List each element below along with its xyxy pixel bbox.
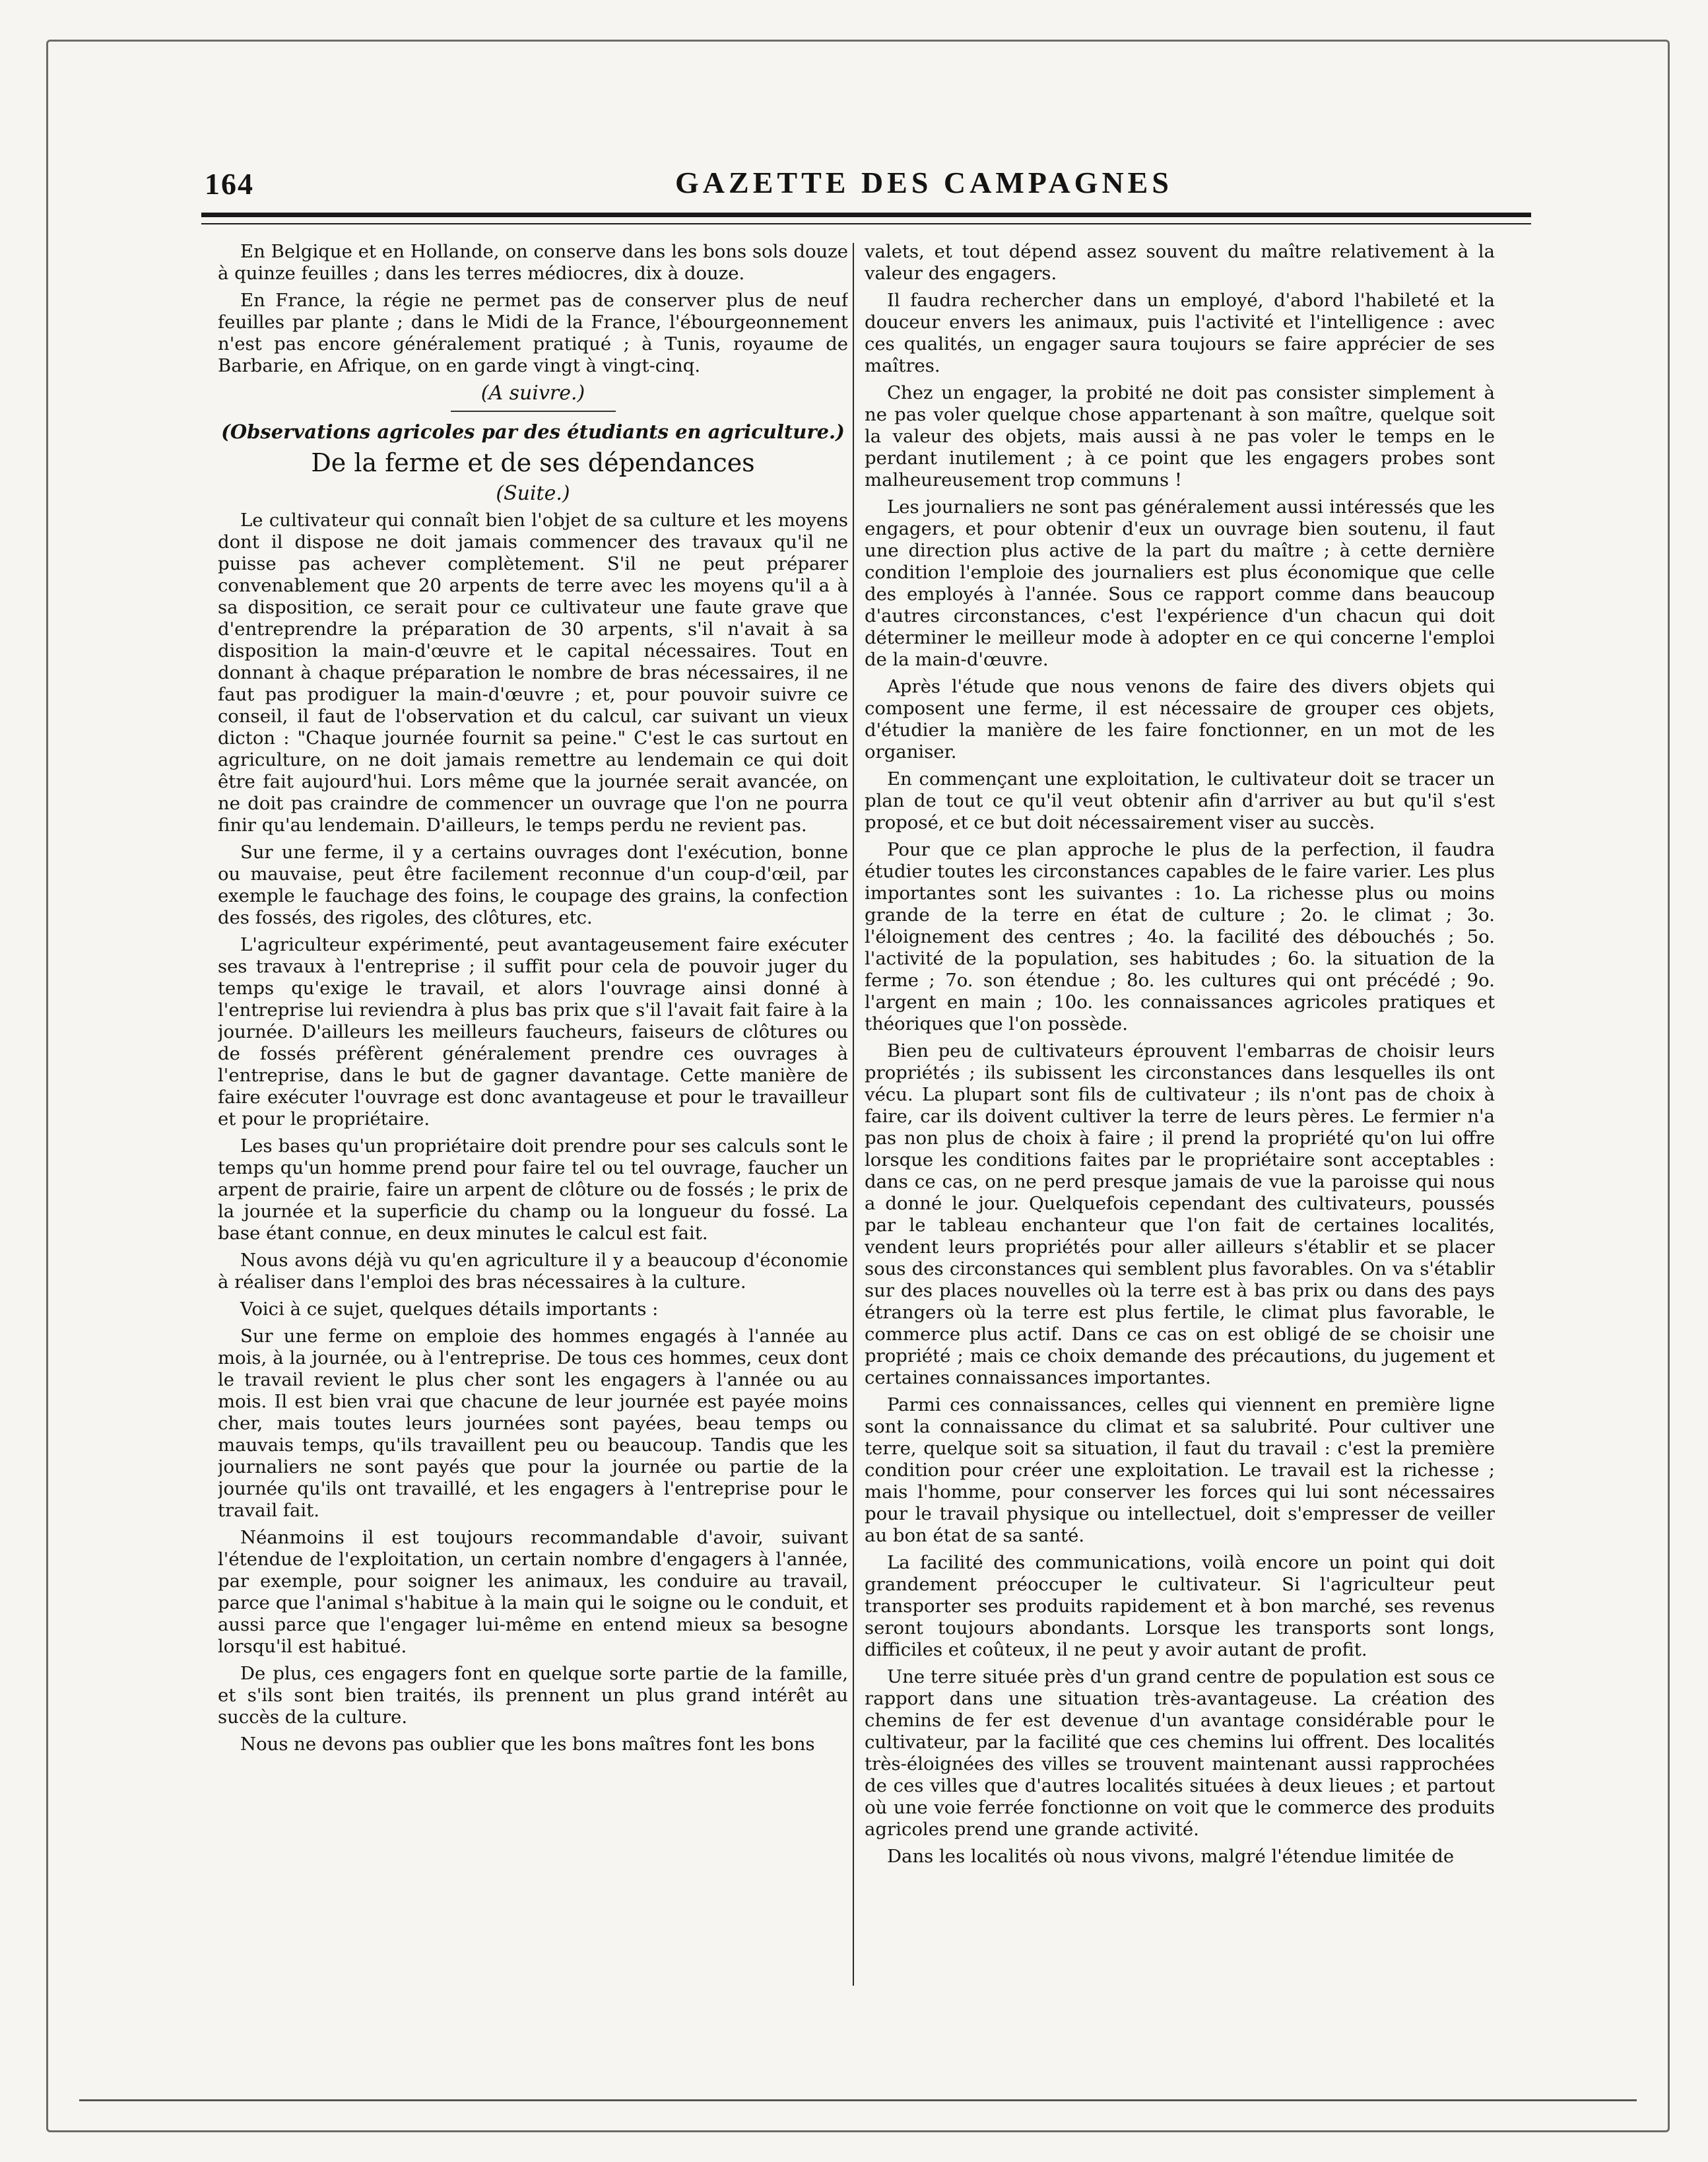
article-paragraph: Parmi ces connaissances, celles qui viennent en première ligne sont la connaissance du climat et sa salubrité. Pour cultiver une terre, quelque soit sa situation, il faut du travail : c'est la première condition pour créer une exploitation. Le travail est la richesse ; mais l'homme, pour conserver les forces qui lui sont nécessaires pour le travail physique ou intellectuel, doit s'empresser de veiller au bon état de sa santé. [865,1394,1495,1546]
article-paragraph: Nous avons déjà vu qu'en agriculture il y a beaucoup d'économie à réaliser dans l'emploi des bras nécessaires à la culture. [218,1250,848,1293]
article-paragraph: En commençant une exploitation, le cultivateur doit se tracer un plan de tout ce qu'il veut obtenir afin d'arriver au but qu'il s'est proposé, et ce but doit nécessairement viser au succès. [865,768,1495,833]
intro-paragraph: En Belgique et en Hollande, on conserve dans les bons sols douze à quinze feuilles ; dans les terres médiocres, dix à douze. [218,241,848,284]
article-paragraph: L'agriculteur expérimenté, peut avantageusement faire exécuter ses travaux à l'entreprise ; il suffit pour cela de pouvoir juger du temps qu'exige le travail, et alors l'ouvrage ainsi donné à l'entreprise lui reviendra à plus bas prix que s'il l'avait fait faire à la journée. D'ailleurs les meilleurs faucheurs, faiseurs de clôtures ou de fossés préfèrent généralement prendre ces ouvrages à l'entreprise, dans le but de gagner davantage. Cette manière de faire exécuter l'ouvrage est donc avantageuse et pour le travailleur et pour le propriétaire. [218,934,848,1130]
article-paragraph: Le cultivateur qui connaît bien l'objet de sa culture et les moyens dont il dispose ne doit jamais commencer des travaux qu'il ne puisse pas achever complètement. S'il ne peut préparer convenablement que 20 arpents de terre avec les moyens qu'il a à sa disposition, ce serait pour ce cultivateur une faute grave que d'entreprendre la préparation de 30 arpents, s'il n'avait à sa disposition la main-d'œuvre et le capital nécessaires. Tout en donnant à chaque préparation le nombre de bras nécessaires, il ne faut pas prodiguer la main-d'œuvre ; et, pour pouvoir suivre ce conseil, il faut de l'observation et du calcul, car suivant un vieux dicton : "Chaque journée fournit sa peine." C'est le cas surtout en agriculture, on ne doit jamais remettre au lendemain ce qui doit être fait aujourd'hui. Lors même que la journée serait avancée, on ne doit pas craindre de commencer un ouvrage que l'on ne pourra finir qu'au lendemain. D'ailleurs, le temps perdu ne revient pas. [218,510,848,836]
article-paragraph: Sur une ferme on emploie des hommes engagés à l'année au mois, à la journée, ou à l'entreprise. De tous ces hommes, ceux dont le travail revient le plus cher sont les engagers à l'année ou au mois. Il est bien vrai que chacune de leur journée est payée moins cher, mais toutes leurs journées sont payées, beau temps ou mauvais temps, qu'ils travaillent peu ou beaucoup. Tandis que les journaliers ne sont payés que pour la journée ou partie de la journée qu'ils ont travaillé, et les engagers à l'entreprise pour le travail fait. [218,1326,848,1521]
intro-paragraph: En France, la régie ne permet pas de conserver plus de neuf feuilles par plante ; dans le Midi de la France, l'ébourgeonnement n'est pas encore généralement pratiqué ; à Tunis, royaume de Barbarie, en Afrique, on en garde vingt à vingt-cinq. [218,290,848,376]
left-column [218,241,848,2000]
article-paragraph: Il faudra rechercher dans un employé, d'abord l'habileté et la douceur envers les animaux, puis l'activité et l'intelligence : avec ces qualités, un engager saura toujours se faire apprécier de ses maîtres. [865,290,1495,376]
a-suivre-note: (A suivre.) [480,382,585,405]
article-paragraph: Sur une ferme, il y a certains ouvrages dont l'exécution, bonne ou mauvaise, peut être facilement reconnue d'un coup-d'œil, par exemple le fauchage des foins, le coupage des grains, la confection des fossés, des rigoles, des clôtures, etc. [218,842,848,928]
header-rule-thin [201,223,1531,224]
article-paragraph: Pour que ce plan approche le plus de la perfection, il faudra étudier toutes les circonstances capables de le faire varier. Les plus importantes sont les suivantes : 1o. La richesse plus ou moins grande de la terre en état de culture ; 2o. le climat ; 3o. l'éloignement des centres ; 4o. la facilité des débouchés ; 5o. l'activité de la population, ses habitudes ; 6o. la situation de la ferme ; 7o. son étendue ; 8o. les cultures qui ont précédé ; 9o. l'argent en main ; 10o. les connaissances agricoles pratiques et théoriques que l'on possède. [865,839,1495,1034]
article-paragraph: valets, et tout dépend assez souvent du maître relativement à la valeur des engagers. [865,241,1495,284]
article-paragraph: Nous ne devons pas oublier que les bons maîtres font les bons [240,1734,815,1755]
observations-credit: (Observations agricoles par des étudiants en agriculture.) [221,421,845,443]
article-paragraph: Néanmoins il est toujours recommandable d'avoir, suivant l'étendue de l'exploitation, un certain nombre d'engagers à l'année, par exemple, pour soigner les animaux, les conduire au travail, parce que l'animal s'habitue à la main qui le soigne ou le conduit, et aussi parce que l'engager lui-même en entend mieux sa besogne lorsqu'il est habitué. [218,1527,848,1657]
right-column [865,241,1495,2000]
column-divider [853,243,854,1986]
article-paragraph: Une terre située près d'un grand centre de population est sous ce rapport dans une situation très-avantageuse. La création des chemins de fer est devenue d'un avantage considérable pour le cultivateur, par la facilité que ces chemins lui offrent. Des localités très-éloignées des villes se trouvent maintenant aussi rapprochées de ces villes que d'autres localités situées à deux lieues ; et partout où une voie ferrée fonctionne on voit que le commerce des produits agricoles prend une grande activité. [865,1666,1495,1840]
newspaper-masthead: GAZETTE DES CAMPAGNES [675,166,1173,199]
bottom-rule [79,2099,1637,2101]
article-paragraph: Dans les localités où nous vivons, malgré l'étendue limitée de [887,1846,1455,1867]
section-separator [451,411,616,412]
article-paragraph: Les bases qu'un propriétaire doit prendre pour ses calculs sont le temps qu'un homme prend pour faire tel ou tel ouvrage, faucher un arpent de prairie, faire un arpent de clôture ou de fossés ; le prix de la journée et la superficie du champ ou la longueur du fossé. La base étant connue, en deux minutes le calcul est fait. [218,1135,848,1244]
article-paragraph: La facilité des communications, voilà encore un point qui doit grandement préoccuper le cultivateur. Si l'agriculteur peut transporter ses produits rapidement et à bon marché, ses revenus seront toujours abondants. Lorsque les transports sont longs, difficiles et coûteux, il ne peut y avoir autant de profit. [865,1552,1495,1660]
page-number: 164 [205,167,254,201]
article-title: De la ferme et de ses dépendances [311,448,755,477]
article-suite: (Suite.) [496,482,570,505]
article-paragraph: De plus, ces engagers font en quelque sorte partie de la famille, et s'ils sont bien traités, ils prennent un plus grand intérêt au succès de la culture. [218,1663,848,1728]
article-paragraph: Voici à ce sujet, quelques détails importants : [240,1299,659,1320]
article-paragraph: Après l'étude que nous venons de faire des divers objets qui composent une ferme, il est nécessaire de grouper ces objets, d'étudier la manière de les faire fonctionner, en un mot de les organiser. [865,676,1495,762]
article-paragraph: Chez un engager, la probité ne doit pas consister simplement à ne pas voler quelque chose appartenant à son maître, quelque soit la valeur des objets, mais aussi à ne pas voler le temps en le perdant inutilement ; à ce point que les engagers probes sont malheureusement trop communs ! [865,382,1495,490]
article-paragraph: Les journaliers ne sont pas généralement aussi intéressés que les engagers, et pour obtenir d'eux un ouvrage bien soutenu, il faut une direction plus active de la part du maître ; à cette dernière condition l'emploie des journaliers est plus économique que celle des employés à l'année. Sous ce rapport comme dans beaucoup d'autres circonstances, c'est l'expérience d'un chacun qui doit déterminer le meilleur mode à adopter en ce qui concerne l'emploi de la main-d'œuvre. [865,496,1495,670]
article-paragraph: Bien peu de cultivateurs éprouvent l'embarras de choisir leurs propriétés ; ils subissent les circonstances dans lesquelles ils ont vécu. La plupart sont fils de cultivateur ; ils n'ont pas de choix à faire, car ils doivent cultiver la terre de leurs pères. Le fermier n'a pas non plus de choix à faire ; il prend la propriété qu'on lui offre lorsque les conditions faites par le propriétaire sont acceptables : dans ce cas, on ne perd presque jamais de vue la paroisse qui nous a donné le jour. Quelquefois cependant des cultivateurs, poussés par le tableau enchanteur que l'on fait de certaines localités, vendent leurs propriétés pour aller ailleurs s'établir et se placer sous des circonstances qui semblent plus favorables. On va s'établir sur des places nouvelles où la terre est à bas prix ou dans des pays étrangers où la terre est plus fertile, le climat plus favorable, le commerce plus actif. Dans ce cas on est obligé de se choisir une propriété ; mais ce choix demande des précautions, du jugement et certaines connaissances importantes. [865,1040,1495,1388]
header-rule-thick [201,213,1531,217]
